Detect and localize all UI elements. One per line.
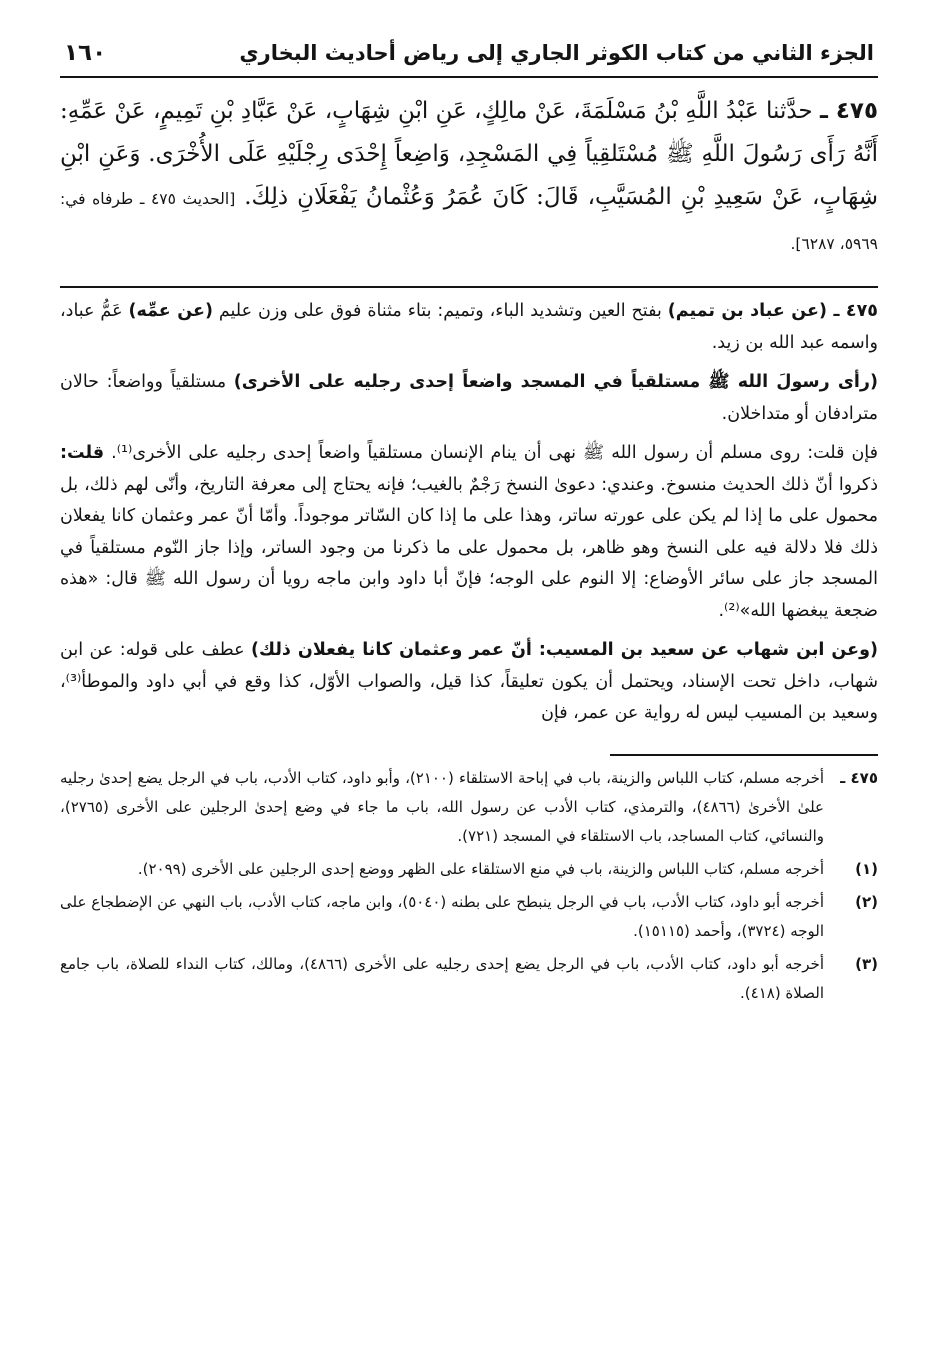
commentary-paragraph bbox=[60, 438, 878, 627]
page-number: ١٦٠ bbox=[64, 40, 107, 66]
footnote-label: (٢) bbox=[855, 892, 878, 911]
footnote-text: أخرجه مسلم، كتاب اللباس والزينة، باب في إباحة الاستلقاء (٢١٠٠)، وأبو داود، كتاب الأدب، باب في الرجل يضع إحدىٰ رجليه علىٰ الأخرىٰ (٤٨٦٦)، والترمذي، كتاب الأدب عن رسول الله، باب ما جاء في وضع إحدىٰ الرجلين على الأخرى (٢٧٦٥)، والنسائي، كتاب المساجد، باب الاستلقاء في المسجد (٧٢١). bbox=[60, 768, 825, 845]
commentary-paragraph bbox=[60, 367, 878, 430]
hadith-reference: [الحديث ٤٧٥ ـ طرفاه في: ٥٩٦٩، ٦٢٨٧]. bbox=[60, 190, 878, 253]
footnote-text: أخرجه أبو داود، كتاب الأدب، باب في الرجل ينبطح على بطنه (٥٠٤٠)، وابن ماجه، كتاب الأدب، باب النهي عن الإضطجاع على الوجه (٣٧٢٤)، وأحمد (١٥١١٥). bbox=[60, 892, 825, 940]
commentary-text: عَمُّ عباد، واسمه عبد الله بن زيد. bbox=[60, 301, 878, 353]
hadith-number: ٤٧٥ ـ bbox=[819, 98, 878, 124]
separator-line bbox=[60, 286, 878, 288]
commentary-text: ذكروا أنّ ذلك الحديث منسوخ. وعندي: دعوىٰ النسخ رَجْمٌ بالغيب؛ فإنه يحتاج إلى معرفة التاريخ، وأنّى لهم ذلك، بل محمول على ما إذا لم يكن على عورته ساتر، وهذا على ما إذا كان السّاتر موجوداً. وأمّا أنّ عمر وعثمان كانا يفعلان ذلك فلا دلالة فيه على النسخ وهو ظاهر، بل محمول على ما ذكرنا من وجود الساتر، وإذا جاز النّوم مستلقياً في المسجد جاز على سائر الأوضاع: إلا النوم على الوجه؛ فإنّ أبا داود وابن ماجه رويا أن رسول الله ﷺ قال: «هذه ضجعة يبغضها الله»⁽²⁾. bbox=[60, 474, 878, 621]
commentary-number: ٤٧٥ ـ bbox=[827, 301, 878, 321]
commentary bbox=[60, 296, 878, 730]
page bbox=[60, 40, 878, 1317]
commentary-paragraph bbox=[60, 296, 878, 359]
hadith-block bbox=[60, 90, 878, 266]
commentary-text: بفتح العين وتشديد الباء، وتميم: بتاء مثناة فوق على وزن عليم bbox=[212, 301, 668, 321]
commentary-heading: (وعن ابن شهاب عن سعيد بن المسيب: أنّ عمر وعثمان كانا يفعلان ذلك) bbox=[251, 640, 878, 660]
page-header bbox=[60, 40, 878, 78]
commentary-text: مستلقياً وواضعاً: حالان مترادفان أو متداخلان. bbox=[60, 372, 878, 424]
commentary-heading: قلت: bbox=[60, 443, 105, 463]
footnote-item bbox=[60, 888, 878, 946]
page-title: الجزء الثاني من كتاب الكوثر الجاري إلى رياض أحاديث البخاري bbox=[239, 41, 874, 65]
footnote-label: (١) bbox=[855, 859, 878, 878]
footnote-separator bbox=[610, 754, 878, 756]
footnote-text: أخرجه مسلم، كتاب اللباس والزينة، باب في منع الاستلقاء على الظهر ووضع إحدى الرجلين على الأخرى (٢٠٩٩). bbox=[137, 859, 824, 878]
commentary-text: فإن قلت: روى مسلم أن رسول الله ﷺ نهى أن ينام الإنسان مستلقياً واضعاً إحدى رجليه على الأخرى⁽¹⁾. bbox=[104, 443, 878, 463]
commentary-paragraph bbox=[60, 635, 878, 730]
commentary-text: عطف على قوله: عن ابن شهاب، داخل تحت الإسناد، ويحتمل أن يكون تعليقاً، كذا قيل، والصواب الأوّل، كذا وقع في أبي داود والموطأ⁽³⁾، وسعيد بن المسيب ليس له رواية عن عمر، فإن bbox=[60, 640, 878, 723]
footnote-label: (٣) bbox=[855, 954, 878, 973]
footnote-text: أخرجه أبو داود، كتاب الأدب، باب في الرجل يضع إحدى رجليه على الأخرى (٤٨٦٦)، ومالك، كتاب النداء للصلاة، باب جامع الصلاة (٤١٨). bbox=[60, 954, 824, 1002]
commentary-heading: (عن عمِّه) bbox=[128, 301, 213, 321]
footnote-item bbox=[60, 855, 878, 884]
footnotes bbox=[60, 764, 878, 1008]
hadith-text: حدَّثنا عَبْدُ اللَّهِ بْنُ مَسْلَمَةَ، عَنْ مالِكٍ، عَنِ ابْنِ شِهَابٍ، عَنْ عَبَّادِ بْنِ تَمِيمٍ، عَنْ عَمِّهِ: أَنَّهُ رَأَى رَسُولَ اللَّهِ ﷺ مُسْتَلقِياً فِي المَسْجِدِ، وَاضِعاً إِحْدَى رِجْلَيْهِ عَلَى الأُخْرَى. وَعَنِ ابْنِ شِهَابٍ، عَنْ سَعِيدِ بْنِ المُسَيَّبِ، قَالَ: كَانَ عُمَرُ وَعُثْمانُ يَفْعَلَانِ ذلِكَ. bbox=[60, 98, 879, 210]
footnote-item bbox=[60, 764, 878, 851]
footnote-label: ٤٧٥ ـ bbox=[840, 768, 878, 787]
footnote-item bbox=[60, 950, 878, 1008]
commentary-heading: (عن عباد بن تميم) bbox=[667, 301, 827, 321]
commentary-heading: (رأى رسولَ الله ﷺ مستلقياً في المسجد واضعاً إحدى رجليه على الأخرى) bbox=[233, 372, 878, 392]
